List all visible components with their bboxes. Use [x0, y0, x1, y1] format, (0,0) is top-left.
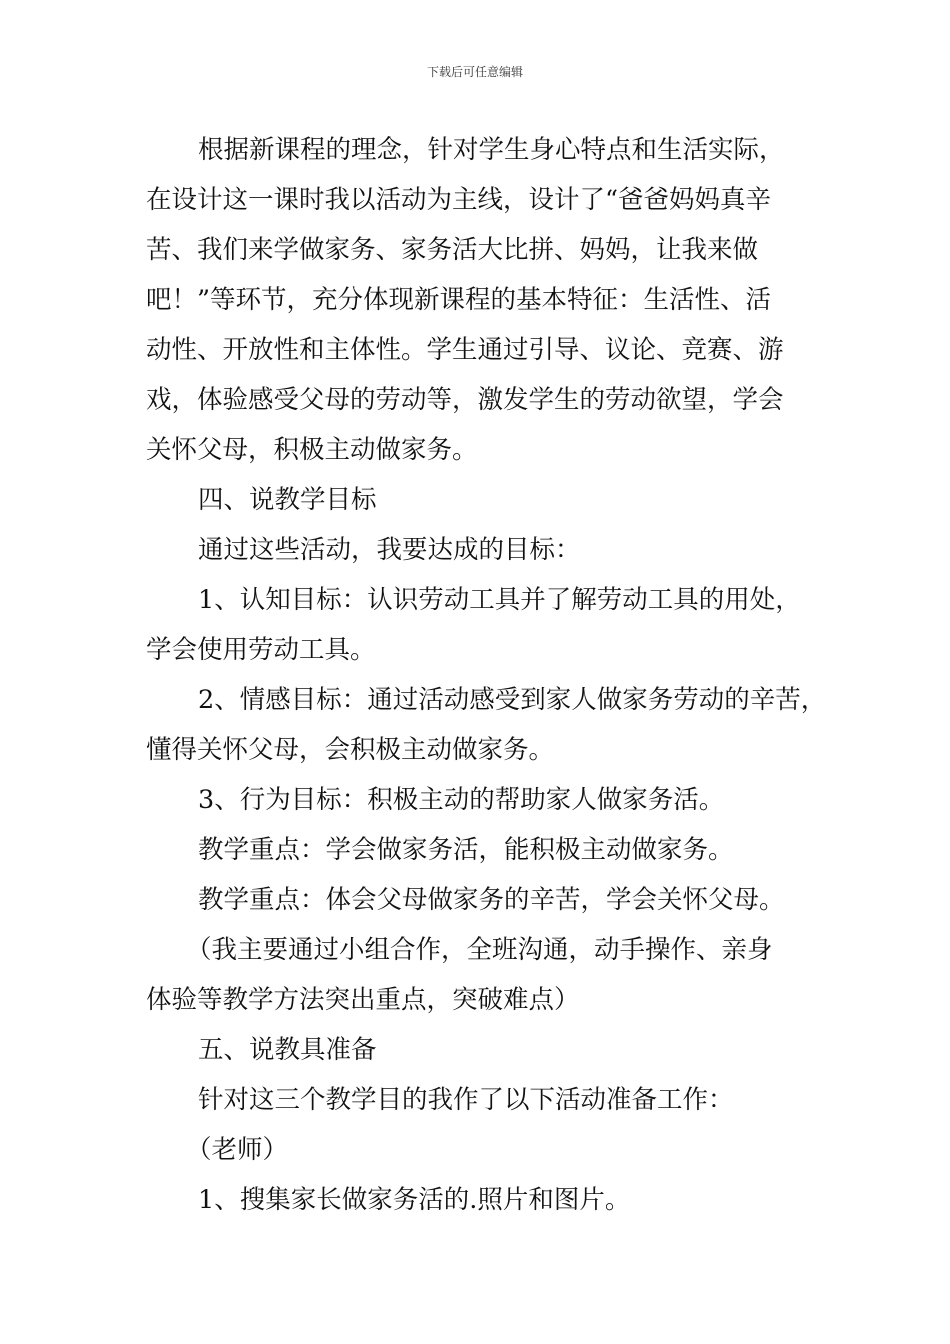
section-heading-teaching-aids: 五、说教具准备 [198, 1035, 377, 1065]
text-line: 1、认知目标：认识劳动工具并了解劳动工具的用处， [198, 585, 801, 615]
paragraph-goal-behavioral: 3、行为目标：积极主动的帮助家人做家务活。 [198, 785, 725, 815]
paragraph-goal-emotional [146, 675, 836, 775]
paragraph-key-point: 教学重点：学会做家务活，能积极主动做家务。 [198, 835, 734, 865]
text-line: 关怀父母，积极主动做家务。 [146, 435, 478, 465]
paragraph-goals-intro: 通过这些活动，我要达成的目标： [198, 535, 581, 565]
text-line: 2、情感目标：通过活动感受到家人做家务劳动的辛苦， [198, 685, 827, 715]
paragraph-difficult-point: 教学重点：体会父母做家务的辛苦，学会关怀父母。 [198, 885, 785, 915]
text-line: 在设计这一课时我以活动为主线，设计了“爸爸妈妈真辛 [146, 185, 772, 215]
text-line: 戏，体验感受父母的劳动等，激发学生的劳动欲望，学会 [146, 385, 784, 415]
text-line: 学会使用劳动工具。 [146, 635, 376, 665]
paragraph-teaching-method [146, 925, 836, 1025]
paragraph-goal-cognitive [146, 575, 836, 675]
paragraph-design-concept [146, 125, 836, 475]
text-line: 吧！”等环节，充分体现新课程的基本特征：生活性、活 [146, 285, 772, 315]
paragraph-prep-item-1: 1、搜集家长做家务活的.照片和图片。 [198, 1185, 631, 1215]
text-line: 懂得关怀父母，会积极主动做家务。 [146, 735, 555, 765]
text-line: 根据新课程的理念，针对学生身心特点和生活实际， [198, 135, 785, 165]
page-header: 下载后可任意编辑 [426, 65, 523, 79]
text-line: （我主要通过小组合作，全班沟通，动手操作、亲身 [186, 935, 773, 965]
text-line: 苦、我们来学做家务、家务活大比拼、妈妈，让我来做 [146, 235, 759, 265]
section-heading-teaching-goals: 四、说教学目标 [198, 485, 377, 515]
text-line: 体验等教学方法突出重点，突破难点） [146, 985, 580, 1015]
document-body [146, 125, 836, 1225]
paragraph-prep-intro: 针对这三个教学目的我作了以下活动准备工作： [198, 1085, 734, 1115]
paragraph-teacher-label: （老师） [186, 1135, 289, 1165]
text-line: 动性、开放性和主体性。学生通过引导、议论、竞赛、游 [146, 335, 784, 365]
